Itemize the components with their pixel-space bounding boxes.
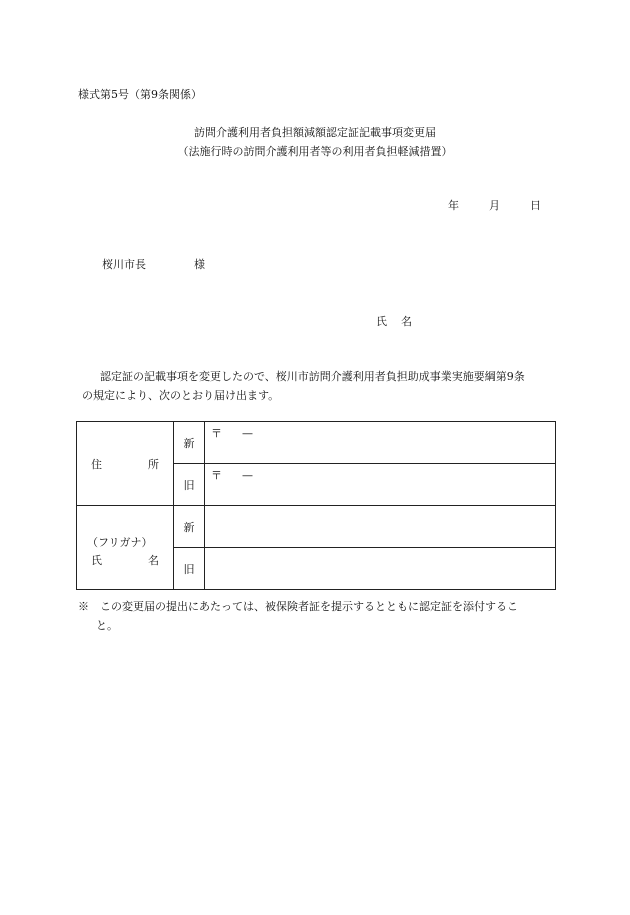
body-line-1: 認定証の記載事項を変更したので、桜川市訪問介護利用者負担助成事業実施要綱第9条 — [100, 370, 525, 383]
applicant-name-label-b: 名 — [401, 315, 412, 328]
addressee-office: 桜川市長 — [102, 258, 146, 271]
note-line-2: と。 — [96, 619, 118, 632]
address-label-a: 住 — [91, 457, 102, 471]
applicant-name-label-a: 氏 — [376, 315, 387, 328]
postal-mark: 〒 — [211, 469, 222, 482]
name-new-label: 新 — [174, 506, 205, 548]
addressee — [102, 256, 205, 272]
body-line-2: の規定により、次のとおり届け出ます。 — [82, 389, 280, 402]
address-label-b: 所 — [148, 457, 159, 471]
note — [78, 597, 558, 635]
name-old-label: 旧 — [174, 548, 205, 590]
postal-mark: 〒 — [211, 427, 222, 440]
postal-dash: — — [242, 469, 253, 482]
postal-dash: — — [242, 427, 253, 440]
date-day: 日 — [530, 199, 541, 212]
name-label — [77, 506, 174, 590]
form-number: 様式第5号（第9条関係） — [78, 88, 202, 101]
address-new-field[interactable] — [205, 422, 556, 464]
address-label — [77, 422, 174, 506]
date-year: 年 — [448, 199, 459, 212]
name-label-a: 氏 — [91, 553, 102, 567]
date-line — [448, 197, 541, 213]
name-new-field[interactable] — [205, 506, 556, 548]
applicant-name-label — [376, 313, 412, 329]
address-old-field[interactable] — [205, 464, 556, 506]
name-label-furigana: （フリガナ） — [87, 535, 153, 549]
name-old-field[interactable] — [205, 548, 556, 590]
addressee-honorific: 様 — [194, 258, 205, 271]
form-table — [76, 421, 556, 590]
address-new-label: 新 — [174, 422, 205, 464]
address-old-label: 旧 — [174, 464, 205, 506]
form-title: 訪問介護利用者負担額減額認定証記載事項変更届 — [194, 126, 436, 139]
note-line-1: ※ この変更届の提出にあたっては、被保険者証を提示するとともに認定証を添付するこ — [78, 600, 518, 613]
body-text — [82, 367, 562, 405]
name-label-b: 名 — [148, 553, 159, 567]
form-subtitle: （法施行時の訪問介護利用者等の利用者負担軽減措置） — [177, 145, 453, 158]
date-month: 月 — [489, 199, 500, 212]
